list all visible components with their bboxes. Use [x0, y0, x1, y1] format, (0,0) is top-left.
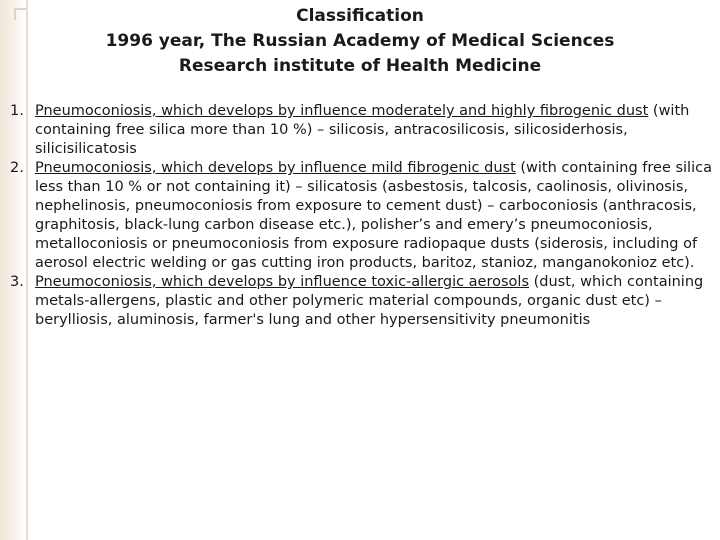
list-item-1 — [10, 102, 716, 159]
item-description: (with containing free silica less than 10 % or not containing it) – silicatosis (asbestosis, talcosis, caolinosis, olivinosis, nephelinosis, pneumoconiosis from exposure to cement dust) – carboconiosis (anthracosis, graphitosis, black-lung carbon disease etc.), polisher’s and emery’s pneumoconiosis, metalloconiosis or pneumoconiosis from exposure radiopaque dusts (siderosis, including of aerosol electric welding or gas cutting iron products, baritoz, stanioz, manganokonioz etc). — [35, 160, 712, 271]
slide-title — [40, 4, 680, 79]
list-item-3 — [10, 273, 716, 330]
title-line-3: Research institute of Health Medicine — [178, 56, 542, 76]
item-heading: Pneumoconiosis, which develops by influence moderately and highly fibrogenic dust — [35, 103, 649, 119]
list-item-2 — [10, 159, 716, 273]
decorative-corner — [14, 8, 26, 20]
item-number: 3. — [10, 274, 24, 290]
item-description: (with containing free silica more than 10 %) – silicosis, antracosilicosis, silicosiderhosis, silicisilicatosis — [35, 103, 690, 157]
classification-list — [10, 102, 716, 330]
item-number: 2. — [10, 160, 24, 176]
title-line-2: 1996 year, The Russian Academy of Medical Sciences — [105, 31, 615, 51]
title-line-1: Classification — [296, 6, 424, 26]
item-number: 1. — [10, 103, 24, 119]
item-description: (dust, which containing metals-allergens, plastic and other polymeric material compounds, organic dust etc) – berylliosis, aluminosis, farmer's lung and other hypersensitivity pneumonitis — [35, 274, 704, 328]
item-heading: Pneumoconiosis, which develops by influence toxic-allergic aerosols — [35, 274, 530, 290]
item-heading: Pneumoconiosis, which develops by influence mild fibrogenic dust — [35, 160, 516, 176]
